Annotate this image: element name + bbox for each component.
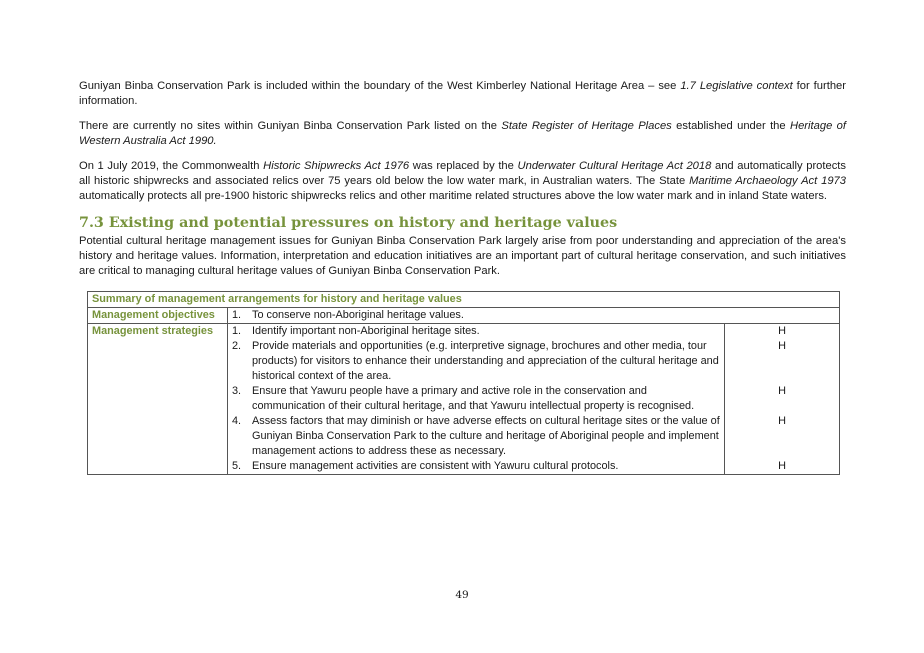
priority-column [725,324,840,475]
strategies-list [232,324,720,474]
table-caption: Summary of management arrangements for history and heritage values [88,292,840,308]
page-number: 49 [455,589,469,601]
objectives-label: Management objectives [88,308,228,324]
management-summary-table [87,291,840,475]
paragraph-state-register: There are currently no sites within Guniyan Binba Conservation Park listed on the State Register of Heritage Places established under the Heritage of Western Australia Act 1990. [79,120,846,147]
strategies-cell [228,324,725,475]
document-page [79,79,846,475]
paragraph-shipwrecks: On 1 July 2019, the Commonwealth Historic Shipwrecks Act 1976 was replaced by the Underwater Cultural Heritage Act 2018 and automatically protects all historic shipwrecks and associated relics over 75 years old below the low water mark, in Australian waters. The State Maritime Archaeology Act 1973 automatically protects all pre-1900 historic shipwrecks relics and other maritime related structures above the low water mark and in inland State waters. [79,160,847,202]
list-item: 3. Ensure that Yawuru people have a primary and active role in the conservation and communication of their cultural heritage, and that Yawuru intellectual property is recognised. [232,385,695,412]
paragraph-heritage-area: Guniyan Binba Conservation Park is included within the boundary of the West Kimberley National Heritage Area – see 1.7 Legislative context for further information. [79,80,847,107]
priority-badge: H [778,460,786,472]
list-item: 2. Provide materials and opportunities (e.g. interpretive signage, brochures and other media, tour products) for visitors to enhance their understanding and appreciation of the cultural heritage and historical context of the area. [232,340,719,382]
list-item: 4. Assess factors that may diminish or have adverse effects on cultural heritage sites or the value of Guniyan Binba Conservation Park to the culture and heritage of Aboriginal people and implement management actions to address these as necessary. [232,415,720,457]
list-item: 1. To conserve non-Aboriginal heritage values. [232,309,464,321]
objectives-list [232,308,835,323]
list-item: 1. Identify important non-Aboriginal heritage sites. [232,325,480,337]
list-item: 5. Ensure management activities are consistent with Yawuru cultural protocols. [232,460,619,472]
objectives-cell [228,308,840,324]
section-intro: Potential cultural heritage management issues for Guniyan Binba Conservation Park largely arise from poor understanding and appreciation of the area's history and heritage values. Information, interpretation and education initiatives are an important part of cultural heritage conservation, and such initiatives are critical to managing cultural heritage values of Guniyan Binba Conservation Park. [79,235,846,277]
section-heading: 7.3 Existing and potential pressures on history and heritage values [79,215,618,231]
priority-badge: H [778,325,786,337]
priority-badge: H [778,385,786,397]
priority-badge: H [778,340,786,352]
priority-badge: H [778,415,786,427]
strategies-label: Management strategies [88,324,228,475]
